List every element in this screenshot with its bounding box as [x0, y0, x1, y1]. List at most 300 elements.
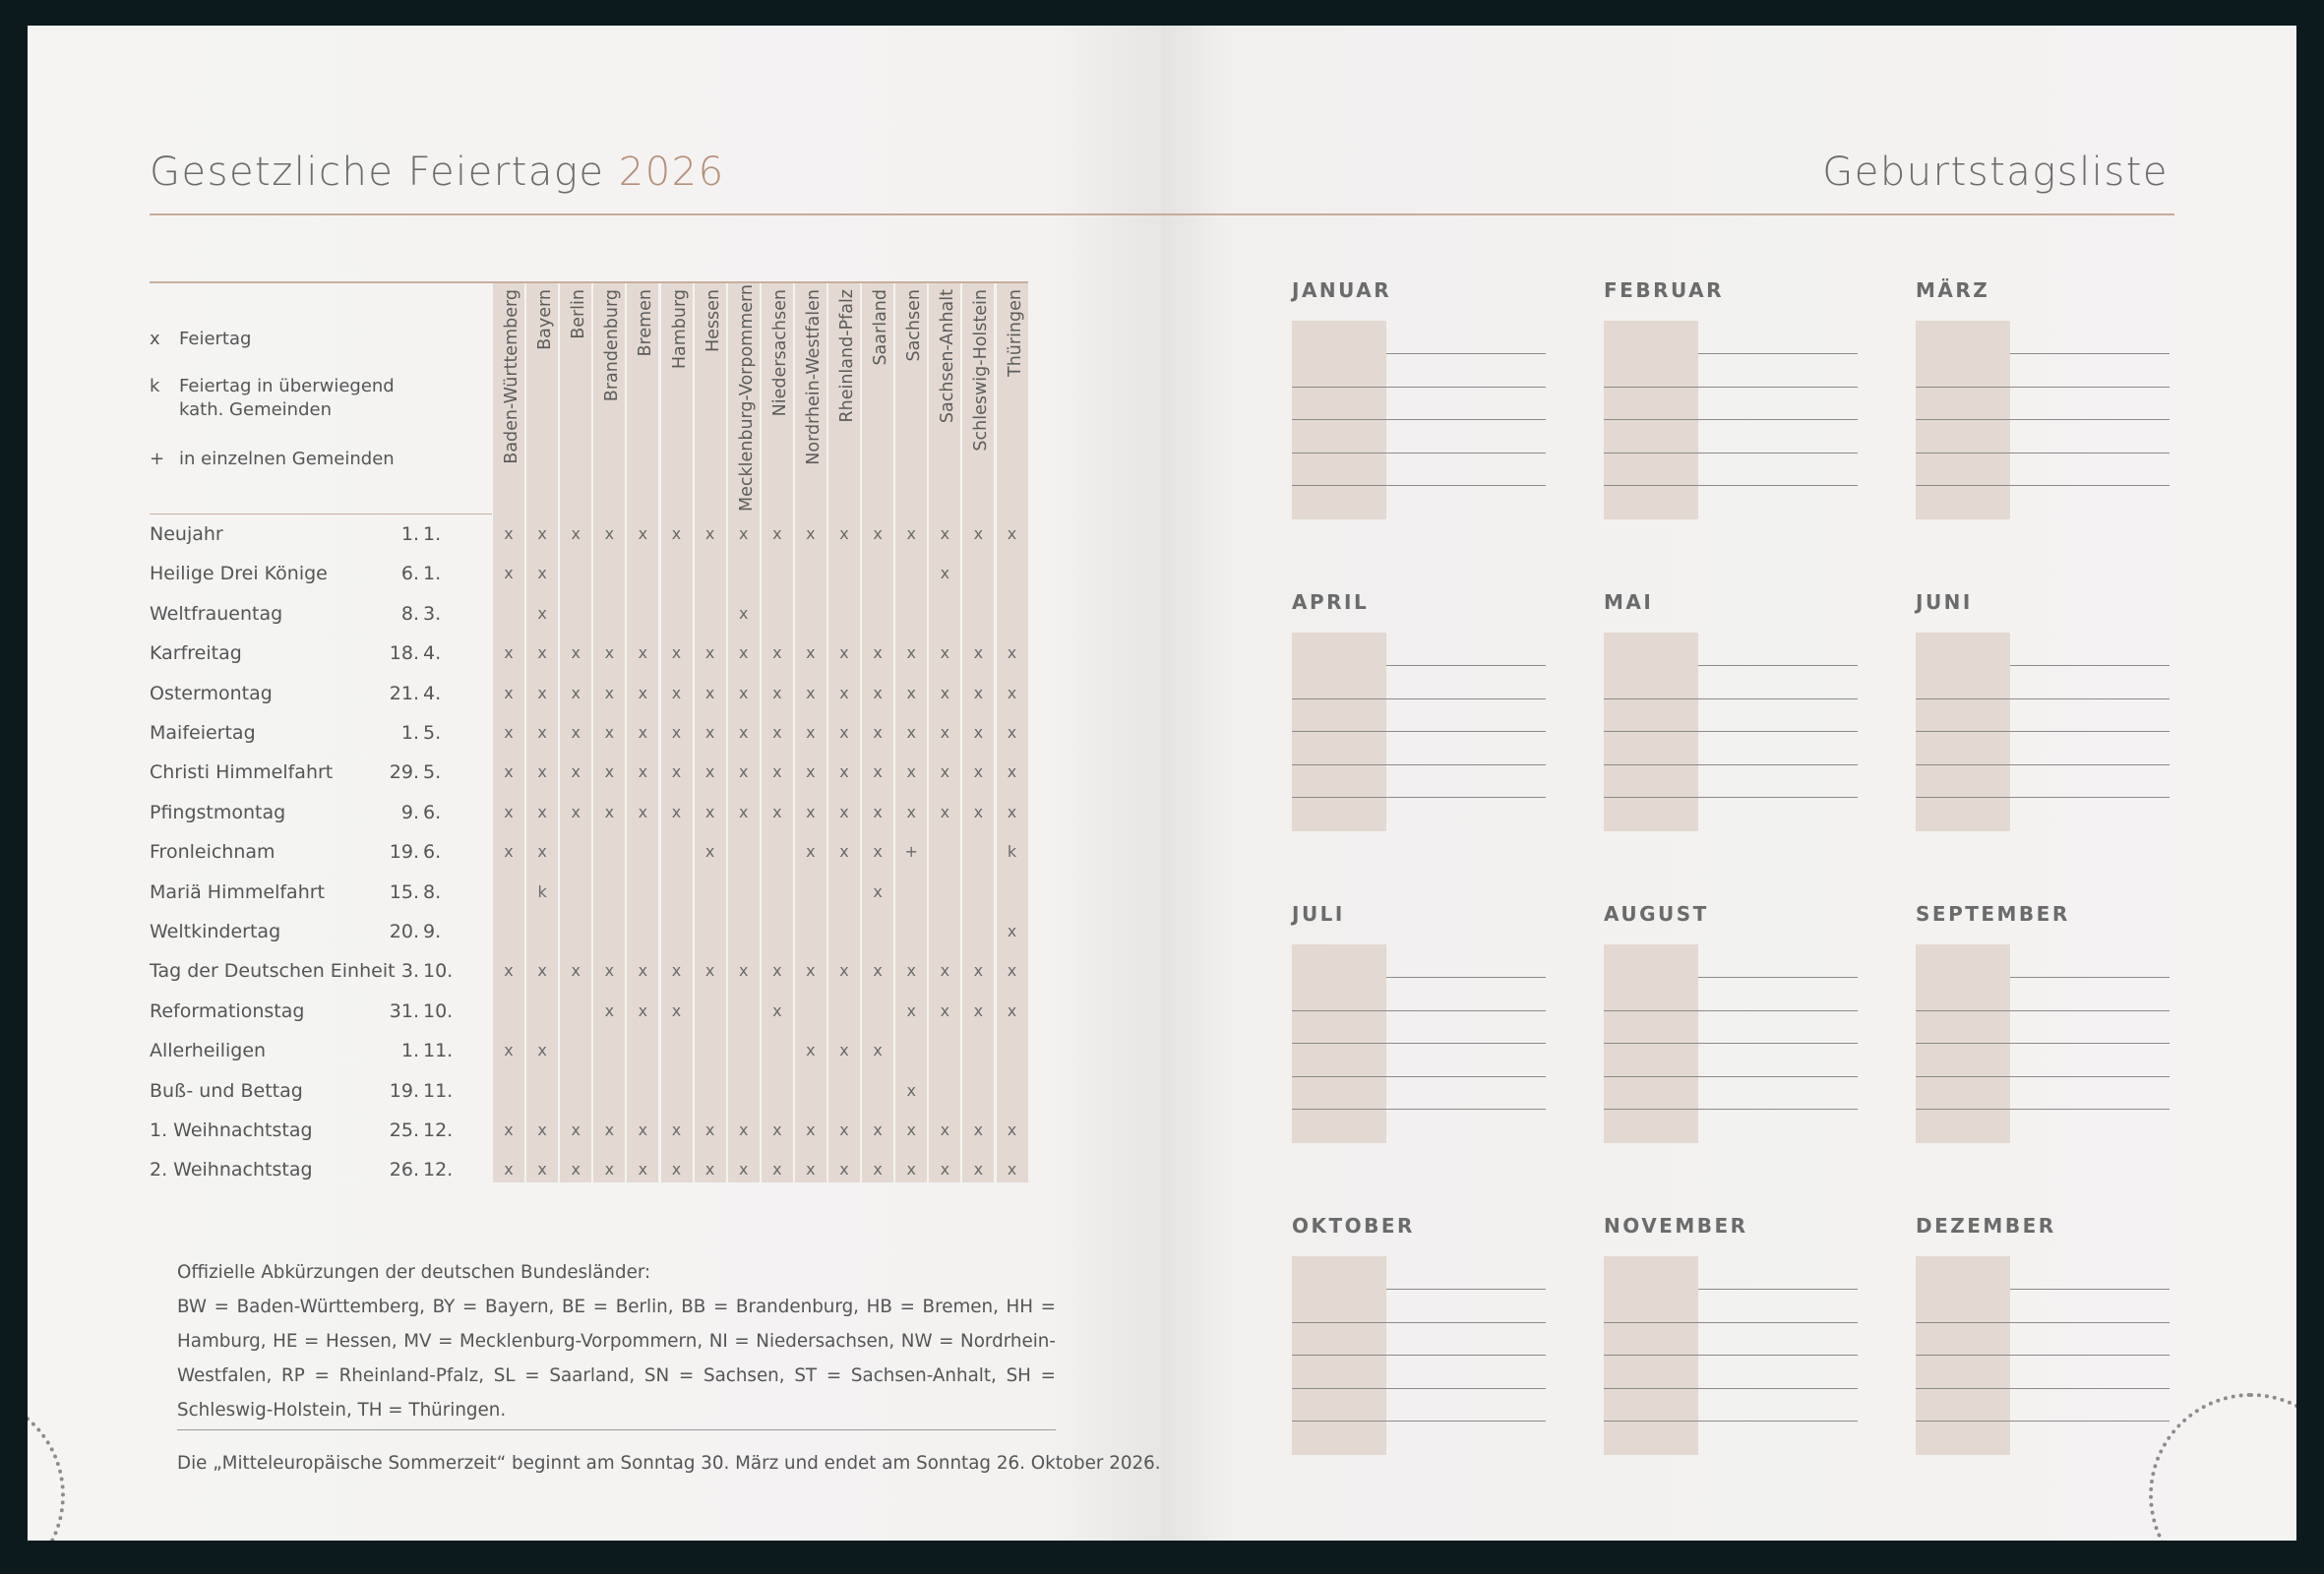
birthday-entry-line[interactable]	[1916, 1355, 2170, 1356]
holiday-day: 31.	[389, 999, 419, 1022]
state-name: Rheinland-Pfalz	[837, 289, 857, 423]
date-field-column	[1292, 633, 1386, 831]
holiday-name: Fronleichnam	[150, 841, 275, 864]
holiday-mark: x	[772, 1000, 782, 1020]
legend-item	[150, 328, 251, 351]
holiday-mark: x	[806, 762, 816, 782]
holiday-mark: x	[738, 961, 749, 981]
holiday-mark: k	[537, 881, 547, 901]
holiday-mark: x	[973, 524, 984, 543]
holiday-mark: x	[604, 1120, 615, 1139]
birthday-entry-line[interactable]	[1292, 1322, 1546, 1323]
holiday-month: 8.	[423, 880, 442, 903]
holiday-mark: x	[671, 723, 682, 742]
holiday-name: Buß- und Bettag	[150, 1079, 303, 1102]
holiday-mark: x	[873, 643, 883, 663]
holiday-mark: x	[571, 762, 581, 782]
holiday-mark: x	[973, 643, 984, 663]
holiday-mark: +	[904, 842, 918, 862]
holiday-mark: x	[537, 524, 547, 543]
holiday-mark: x	[906, 723, 916, 742]
birthday-entry-line[interactable]	[1916, 1010, 2170, 1011]
holiday-name: Ostermontag	[150, 682, 273, 704]
holiday-mark: x	[571, 802, 581, 821]
holiday-mark: x	[638, 1120, 648, 1139]
legend-symbol: x	[150, 329, 160, 349]
holiday-name: Maifeiertag	[150, 722, 256, 744]
birthday-entry-line[interactable]	[1916, 485, 2170, 486]
holiday-name: 1. Weihnachtstag	[150, 1120, 313, 1141]
date-field-column	[1916, 321, 2010, 519]
month-label: APRIL	[1292, 590, 1370, 614]
birthday-entry-line[interactable]	[1604, 764, 1858, 765]
legend-text: in einzelnen Gemeinden	[179, 449, 395, 469]
state-name: Mecklenburg-Vorpommern	[736, 284, 757, 512]
date-field-column	[1604, 633, 1698, 831]
month-label: FEBRUAR	[1604, 278, 1724, 302]
holiday-mark: x	[806, 1041, 816, 1060]
holiday-mark: x	[671, 643, 682, 663]
birthday-entry-line[interactable]	[1386, 1289, 1546, 1290]
birthday-entry-line[interactable]	[1916, 1322, 2170, 1323]
date-field-column	[1604, 1256, 1698, 1455]
date-field-column	[1916, 944, 2010, 1143]
holiday-month: 6.	[423, 841, 442, 864]
abbreviations-text: BW = Baden-Württemberg, BY = Bayern, BE = Berlin, BB = Brandenburg, HB = Bremen, HH = Hamburg, HE = Hessen, MV = Mecklenburg-Vorpommern, NI = Niedersachsen, NW = Nordrhein-Westfalen, RP = Rheinland-Pfalz, SL = Saarland, SN = Sachsen, ST = Sachsen-Anhalt, SH = Schleswig-Holstein, TH = Thüringen.	[177, 1297, 1056, 1421]
holiday-month: 3.	[423, 602, 442, 625]
holiday-mark: x	[873, 524, 883, 543]
birthday-entry-line[interactable]	[1292, 764, 1546, 765]
holiday-month: 11.	[423, 1040, 454, 1062]
holiday-mark: x	[537, 1120, 547, 1139]
holiday-name: Karfreitag	[150, 642, 242, 665]
holiday-mark: x	[940, 802, 950, 821]
birthday-entry-line[interactable]	[2010, 353, 2170, 354]
holiday-mark: x	[537, 802, 547, 821]
holiday-mark: x	[973, 683, 984, 702]
birthday-entry-line[interactable]	[1292, 698, 1546, 699]
state-header	[937, 283, 958, 510]
birthday-entry-line[interactable]	[1604, 731, 1858, 732]
holiday-mark: x	[940, 643, 950, 663]
birthday-entry-line[interactable]	[1604, 1388, 1858, 1389]
holiday-day: 29.	[389, 761, 419, 784]
birthday-entry-line[interactable]	[1916, 387, 2170, 388]
date-field-column	[1604, 944, 1698, 1143]
birthday-entry-line[interactable]	[1604, 453, 1858, 454]
state-header	[568, 283, 589, 510]
birthday-entry-line[interactable]	[1292, 1043, 1546, 1044]
state-abbreviations	[177, 1255, 1056, 1427]
holiday-mark: x	[638, 762, 648, 782]
birthday-entry-line[interactable]	[1916, 419, 2170, 420]
summer-time-note: Die „Mitteleuropäische Sommerzeit“ beginnt am Sonntag 30. März und endet am Sonntag 26. Oktober 2026.	[177, 1453, 1161, 1474]
holiday-mark: x	[1007, 643, 1017, 663]
holiday-day: 8.	[400, 602, 419, 625]
holiday-month: 5.	[423, 761, 442, 784]
holiday-mark: x	[873, 762, 883, 782]
holiday-mark: x	[839, 643, 849, 663]
birthday-entry-line[interactable]	[1386, 977, 1546, 978]
holiday-mark: x	[504, 564, 514, 583]
holiday-mark: x	[704, 524, 715, 543]
birthday-entry-line[interactable]	[1292, 731, 1546, 732]
holiday-mark: x	[1007, 802, 1017, 821]
state-name: Schleswig-Holstein	[971, 289, 992, 452]
birthday-entry-line[interactable]	[1698, 1289, 1858, 1290]
state-name: Bremen	[636, 289, 656, 357]
holiday-month: 1.	[423, 523, 442, 545]
holiday-mark: x	[738, 524, 749, 543]
holiday-mark: x	[537, 762, 547, 782]
birthday-entry-line[interactable]	[2010, 977, 2170, 978]
holiday-mark: x	[504, 1041, 514, 1060]
holiday-mark: x	[806, 1120, 816, 1139]
holiday-mark: x	[906, 1080, 916, 1100]
left-page	[28, 26, 1162, 1541]
month-label: JULI	[1292, 902, 1345, 926]
holiday-day: 9.	[400, 801, 419, 823]
holiday-day: 19.	[389, 841, 419, 864]
holiday-mark: x	[504, 1120, 514, 1139]
holiday-mark: x	[638, 524, 648, 543]
holiday-month: 9.	[423, 921, 442, 942]
holiday-mark: x	[772, 643, 782, 663]
holiday-mark: x	[704, 842, 715, 862]
holiday-mark: x	[940, 1000, 950, 1020]
holiday-mark: x	[839, 842, 849, 862]
birthday-entry-line[interactable]	[2010, 1289, 2170, 1290]
decorative-dotted-arc	[28, 1393, 65, 1541]
birthday-entry-line[interactable]	[1292, 419, 1546, 420]
holiday-mark: x	[638, 1160, 648, 1180]
month-label: DEZEMBER	[1916, 1214, 2056, 1238]
holiday-mark: x	[704, 683, 715, 702]
holiday-mark: x	[806, 842, 816, 862]
birthday-entry-line[interactable]	[1292, 1109, 1546, 1110]
holiday-mark: x	[704, 643, 715, 663]
holiday-mark: x	[906, 1160, 916, 1180]
legend-text: Feiertag in überwiegend kath. Gemeinden	[179, 376, 395, 420]
month-label: OKTOBER	[1292, 1214, 1415, 1238]
holiday-mark: x	[973, 1120, 984, 1139]
state-name: Sachsen	[904, 289, 925, 362]
state-header	[534, 283, 556, 510]
birthday-entry-line[interactable]	[1604, 1010, 1858, 1011]
holiday-mark: k	[1007, 842, 1017, 862]
holiday-mark: x	[604, 1160, 615, 1180]
state-header	[501, 283, 522, 510]
holiday-mark: x	[504, 961, 514, 981]
birthday-entry-line[interactable]	[1386, 353, 1546, 354]
holiday-mark: x	[704, 762, 715, 782]
holiday-mark: x	[940, 762, 950, 782]
holiday-mark: x	[571, 1120, 581, 1139]
page-title-holidays	[150, 150, 725, 195]
holiday-month: 12.	[423, 1159, 454, 1181]
birthday-entry-line[interactable]	[1604, 797, 1858, 798]
holiday-mark: x	[839, 683, 849, 702]
holiday-name: Reformationstag	[150, 999, 305, 1022]
holiday-mark: x	[940, 564, 950, 583]
holiday-mark: x	[738, 643, 749, 663]
holiday-mark: x	[940, 961, 950, 981]
holiday-mark: x	[1007, 1120, 1017, 1139]
state-name: Brandenburg	[602, 289, 623, 402]
holiday-mark: x	[906, 1120, 916, 1139]
birthday-entry-line[interactable]	[1292, 485, 1546, 486]
holiday-mark: x	[571, 723, 581, 742]
holiday-mark: x	[704, 1160, 715, 1180]
month-label: JANUAR	[1292, 278, 1392, 302]
birthday-entry-line[interactable]	[1292, 1355, 1546, 1356]
month-label: NOVEMBER	[1604, 1214, 1748, 1238]
holiday-mark: x	[537, 603, 547, 623]
holiday-name: Weltfrauentag	[150, 602, 283, 625]
birthday-entry-line[interactable]	[1916, 1043, 2170, 1044]
birthday-entry-line[interactable]	[1604, 485, 1858, 486]
birthday-entry-line[interactable]	[1604, 1421, 1858, 1422]
holiday-day: 1.	[400, 523, 419, 545]
holiday-mark: x	[704, 802, 715, 821]
birthday-entry-line[interactable]	[1604, 387, 1858, 388]
holiday-mark: x	[839, 762, 849, 782]
birthday-entry-line[interactable]	[1292, 387, 1546, 388]
holiday-mark: x	[504, 723, 514, 742]
birthday-entry-line[interactable]	[1698, 353, 1858, 354]
holiday-mark: x	[806, 683, 816, 702]
holiday-month: 4.	[423, 682, 442, 704]
holidays-year: 2026	[618, 150, 725, 195]
abbreviations-heading: Offizielle Abkürzungen der deutschen Bundesländer:	[177, 1262, 651, 1283]
birthday-entry-line[interactable]	[1604, 419, 1858, 420]
holiday-mark: x	[906, 762, 916, 782]
date-field-column	[1292, 321, 1386, 519]
holiday-mark: x	[772, 683, 782, 702]
holiday-mark: x	[1007, 1160, 1017, 1180]
holiday-mark: x	[806, 723, 816, 742]
holiday-month: 4.	[423, 642, 442, 665]
birthday-entry-line[interactable]	[1292, 1076, 1546, 1077]
holiday-mark: x	[671, 1160, 682, 1180]
holiday-mark: x	[504, 842, 514, 862]
holiday-mark: x	[806, 643, 816, 663]
holiday-mark: x	[906, 643, 916, 663]
state-name: Saarland	[871, 289, 891, 366]
date-field-column	[1292, 944, 1386, 1143]
holiday-mark: x	[671, 1120, 682, 1139]
holiday-mark: x	[604, 961, 615, 981]
birthday-entry-line[interactable]	[1916, 797, 2170, 798]
state-header	[635, 283, 656, 510]
state-name: Hamburg	[669, 289, 690, 370]
holiday-day: 1.	[400, 722, 419, 744]
holiday-mark: x	[704, 961, 715, 981]
state-header	[1005, 283, 1026, 510]
legend-rule	[150, 514, 492, 515]
birthday-entry-line[interactable]	[1916, 1076, 2170, 1077]
holiday-mark: x	[1007, 961, 1017, 981]
holiday-name: Heilige Drei Könige	[150, 563, 328, 585]
birthday-entry-line[interactable]	[1604, 1043, 1858, 1044]
birthday-entry-line[interactable]	[1292, 453, 1546, 454]
birthday-entry-line[interactable]	[1916, 731, 2170, 732]
birthday-entry-line[interactable]	[1916, 698, 2170, 699]
holiday-mark: x	[806, 524, 816, 543]
month-label: AUGUST	[1604, 902, 1709, 926]
holiday-name: Tag der Deutschen Einheit	[150, 960, 396, 983]
holiday-mark: x	[873, 842, 883, 862]
month-label: JUNI	[1916, 590, 1973, 614]
state-header	[803, 283, 825, 510]
holiday-mark: x	[973, 802, 984, 821]
holiday-mark: x	[638, 683, 648, 702]
holiday-mark: x	[671, 524, 682, 543]
holiday-mark: x	[839, 1160, 849, 1180]
birthday-entry-line[interactable]	[1292, 1010, 1546, 1011]
birthday-entry-line[interactable]	[1604, 698, 1858, 699]
holiday-mark: x	[738, 723, 749, 742]
legend-symbol: k	[150, 376, 160, 396]
holiday-mark: x	[537, 842, 547, 862]
holiday-mark: x	[504, 524, 514, 543]
holiday-name: Allerheiligen	[150, 1040, 267, 1062]
holiday-mark: x	[906, 961, 916, 981]
holiday-mark: x	[873, 802, 883, 821]
right-page	[1162, 26, 2296, 1541]
birthday-entry-line[interactable]	[1916, 1421, 2170, 1422]
holiday-mark: x	[906, 802, 916, 821]
date-field-column	[1916, 633, 2010, 831]
holiday-mark: x	[906, 683, 916, 702]
holiday-mark: x	[537, 723, 547, 742]
holiday-name: Weltkindertag	[150, 921, 281, 942]
birthday-entry-line[interactable]	[1386, 665, 1546, 666]
state-header	[903, 283, 925, 510]
holiday-mark: x	[704, 723, 715, 742]
holiday-mark: x	[537, 683, 547, 702]
state-name: Nordrhein-Westfalen	[803, 289, 824, 465]
state-header	[669, 283, 691, 510]
holiday-mark: x	[873, 1041, 883, 1060]
holiday-mark: x	[973, 1000, 984, 1020]
birthday-entry-line[interactable]	[1604, 1109, 1858, 1110]
holiday-mark: x	[906, 524, 916, 543]
birthday-entry-line[interactable]	[1292, 1421, 1546, 1422]
state-name: Baden-Württemberg	[502, 289, 521, 464]
holiday-mark: x	[537, 1160, 547, 1180]
holiday-day: 3.	[400, 960, 419, 983]
holiday-mark: x	[839, 1041, 849, 1060]
holiday-mark: x	[1007, 524, 1017, 543]
legend-symbol: +	[150, 449, 165, 469]
birthday-entry-line[interactable]	[1916, 1388, 2170, 1389]
birthday-entry-line[interactable]	[1292, 797, 1546, 798]
holiday-mark: x	[571, 683, 581, 702]
decorative-dotted-arc	[2149, 1393, 2296, 1541]
holiday-mark: x	[638, 1000, 648, 1020]
birthday-entry-line[interactable]	[1916, 764, 2170, 765]
state-name: Sachsen-Anhalt	[938, 289, 958, 424]
holiday-mark: x	[504, 643, 514, 663]
holiday-mark: x	[504, 683, 514, 702]
holiday-mark: x	[638, 723, 648, 742]
holiday-day: 1.	[400, 1040, 419, 1062]
holiday-month: 10.	[423, 999, 454, 1022]
holiday-mark: x	[806, 802, 816, 821]
holiday-mark: x	[940, 1160, 950, 1180]
holiday-mark: x	[772, 524, 782, 543]
holiday-mark: x	[671, 762, 682, 782]
holiday-mark: x	[537, 643, 547, 663]
holiday-name: Pfingstmontag	[150, 801, 286, 823]
state-header	[703, 283, 724, 510]
state-name: Niedersachsen	[769, 289, 790, 417]
month-label: MAI	[1604, 590, 1654, 614]
holiday-mark: x	[873, 881, 883, 901]
page-title-birthdays: Geburtstagsliste	[1822, 150, 2169, 195]
holiday-mark: x	[873, 961, 883, 981]
holiday-mark: x	[873, 683, 883, 702]
birthday-entry-line[interactable]	[1698, 977, 1858, 978]
holiday-day: 20.	[389, 921, 419, 942]
holiday-mark: x	[873, 1120, 883, 1139]
holiday-mark: x	[772, 1120, 782, 1139]
holiday-mark: x	[537, 961, 547, 981]
birthday-entry-line[interactable]	[1604, 1322, 1858, 1323]
holiday-mark: x	[738, 683, 749, 702]
birthday-entry-line[interactable]	[1604, 1355, 1858, 1356]
holiday-name: 2. Weihnachtstag	[150, 1159, 313, 1181]
legend-text: Feiertag	[179, 329, 252, 349]
holiday-month: 6.	[423, 801, 442, 823]
holiday-mark: x	[638, 643, 648, 663]
holiday-mark: x	[704, 1120, 715, 1139]
holiday-mark: x	[604, 723, 615, 742]
birthday-entry-line[interactable]	[1916, 1109, 2170, 1110]
holiday-name: Christi Himmelfahrt	[150, 761, 334, 784]
holiday-mark: x	[504, 802, 514, 821]
holiday-mark: x	[571, 524, 581, 543]
holiday-mark: x	[604, 762, 615, 782]
holiday-mark: x	[671, 683, 682, 702]
birthday-entry-line[interactable]	[1698, 665, 1858, 666]
date-field-column	[1292, 1256, 1386, 1455]
holiday-mark: x	[906, 1000, 916, 1020]
birthday-entry-line[interactable]	[1916, 453, 2170, 454]
holiday-mark: x	[772, 723, 782, 742]
holiday-mark: x	[772, 961, 782, 981]
birthday-entry-line[interactable]	[1604, 1076, 1858, 1077]
holiday-mark: x	[940, 1120, 950, 1139]
holiday-mark: x	[772, 802, 782, 821]
holiday-name: Mariä Himmelfahrt	[150, 880, 325, 903]
holiday-mark: x	[973, 762, 984, 782]
birthday-entry-line[interactable]	[1292, 1388, 1546, 1389]
holiday-mark: x	[537, 564, 547, 583]
date-field-column	[1604, 321, 1698, 519]
holiday-mark: x	[1007, 762, 1017, 782]
holiday-mark: x	[604, 643, 615, 663]
holiday-mark: x	[839, 1120, 849, 1139]
holiday-mark: x	[940, 723, 950, 742]
holiday-mark: x	[839, 961, 849, 981]
holiday-mark: x	[738, 603, 749, 623]
month-label: MÄRZ	[1916, 278, 1990, 302]
birthday-entry-line[interactable]	[2010, 665, 2170, 666]
holiday-day: 15.	[389, 880, 419, 903]
holiday-mark: x	[571, 643, 581, 663]
